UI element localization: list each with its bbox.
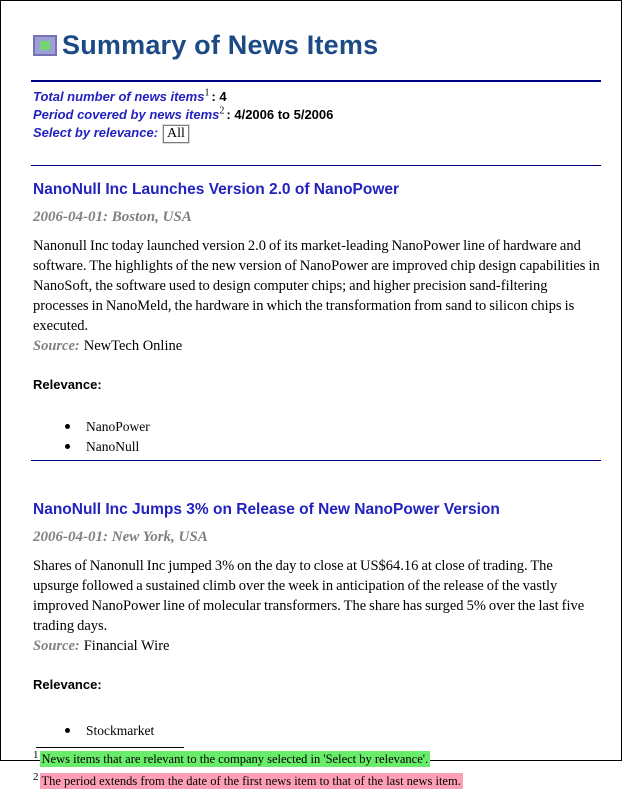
total-news-items-line [33, 88, 601, 106]
document-content [1, 1, 621, 789]
select-relevance-line [33, 124, 601, 143]
footnote-ref-2: 2 [219, 105, 225, 117]
section-divider [31, 165, 601, 166]
page-title: Summary of News Items [62, 30, 379, 60]
relevance-value: NanoPower [86, 419, 150, 434]
period-covered-line [33, 106, 601, 124]
relevance-value: NanoNull [86, 439, 140, 454]
period-covered-value: : 4/2006 to 5/2006 [226, 107, 334, 122]
footnote-marker-1: 1 [33, 748, 39, 761]
news-item-body: Nanonull Inc today launched version 2.0 of its market-leading NanoPower line of hardware and software. The highlights of the new version of NanoPower are improved chip design capabilities in NanoSoft, the software used to design computer chips; and higher precision sand-filtering processes in NanoMeld, the hardware in which the transformation from sand to silicon chips is executed. [33, 238, 600, 334]
item-divider [31, 460, 601, 461]
footnote-ref-1: 1 [204, 87, 210, 99]
green-square-icon-inner [40, 41, 50, 50]
relevance-select[interactable]: All [163, 125, 189, 143]
footnote-marker-2: 2 [33, 770, 39, 783]
news-item-source-line [33, 338, 601, 355]
list-item [33, 417, 601, 437]
list-item [33, 721, 601, 741]
summary-meta [33, 88, 601, 143]
relevance-heading: Relevance: [33, 677, 102, 692]
list-item [33, 437, 601, 457]
source-label: Source: [33, 638, 80, 654]
footnotes-section [33, 747, 601, 789]
footnote-1 [33, 748, 601, 767]
source-value: Financial Wire [83, 638, 170, 654]
news-item-title: NanoNull Inc Jumps 3% on Release of New NanoPower Version [33, 501, 500, 518]
news-item-source-line [33, 638, 601, 655]
footnote-text-green: News items that are relevant to the company selected in 'Select by relevance'. [41, 752, 429, 766]
total-news-items-label: Total number of news items [33, 89, 205, 104]
news-item-dateline: 2006-04-01: Boston, USA [33, 209, 192, 225]
footnote-divider [36, 747, 184, 748]
select-relevance-label: Select by relevance: [33, 125, 159, 140]
news-item-title: NanoNull Inc Launches Version 2.0 of NanoPower [33, 181, 400, 198]
header-divider [31, 80, 601, 82]
green-square-bullet-icon [33, 35, 57, 56]
period-covered-label: Period covered by news items [33, 107, 220, 122]
title-row [33, 31, 601, 59]
source-value: NewTech Online [83, 338, 183, 354]
relevance-list [33, 721, 601, 741]
news-item-body: Shares of Nanonull Inc jumped 3% on the day to close at US$64.16 at close of trading. The upsurge followed a sustained climb over the week in anticipation of the release of the vastly improved NanoPower line of molecular transformers. The share has surged 5% over the last five trading days. [33, 558, 585, 634]
relevance-heading: Relevance: [33, 377, 102, 392]
footnote-2 [33, 770, 601, 789]
total-news-items-value: : 4 [211, 89, 227, 104]
news-item-dateline: 2006-04-01: New York, USA [33, 529, 208, 545]
news-item [33, 181, 601, 457]
footnote-text-pink: The period extends from the date of the first news item to that of the last news item. [41, 774, 461, 788]
source-label: Source: [33, 338, 80, 354]
relevance-list [33, 417, 601, 457]
relevance-value: Stockmarket [86, 723, 155, 738]
news-item [33, 501, 601, 741]
